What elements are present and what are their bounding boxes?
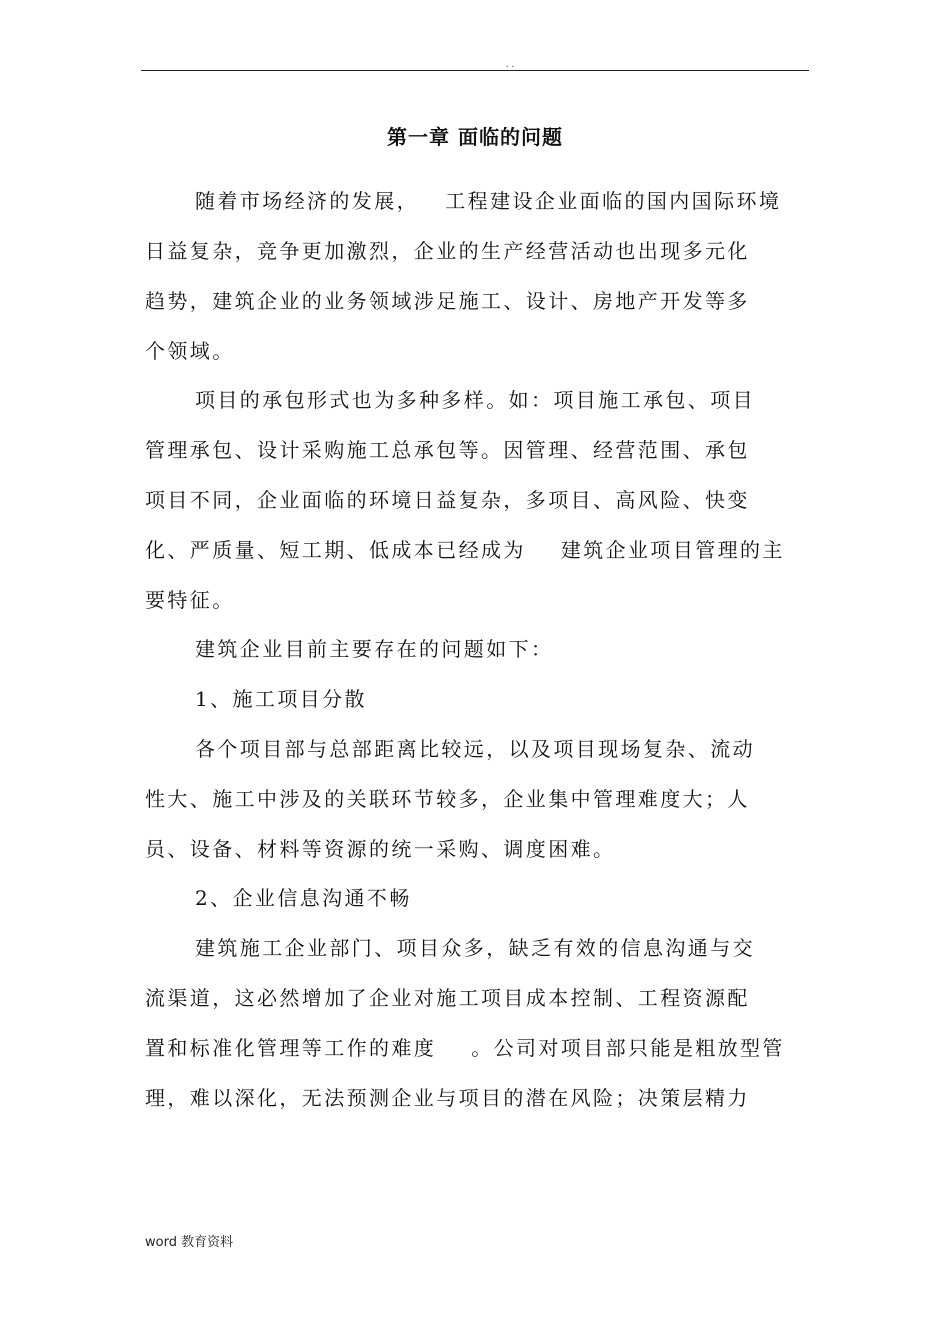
body-line: 各个项目部与总部距离比较远，以及项目现场复杂、流动 xyxy=(195,737,755,761)
body-line: 置和标准化管理等工作的难度 。公司对项目部只能是粗放型管 xyxy=(145,1036,785,1060)
body-line: 性大、施工中涉及的关联环节较多，企业集中管理难度大；人 xyxy=(145,787,750,811)
header-mark: . . xyxy=(505,60,515,70)
body-line: 随着市场经济的发展， 工程建设企业面临的国内国际环境 xyxy=(195,189,782,213)
body-line: 日益复杂，竞争更加激烈，企业的生产经营活动也出现多元化 xyxy=(145,239,750,263)
body-line: 趋势，建筑企业的业务领域涉足施工、设计、房地产开发等多 xyxy=(145,289,750,313)
body-line: 建筑施工企业部门、项目众多，缺乏有效的信息沟通与交 xyxy=(195,936,755,960)
body-line: 项目的承包形式也为多种多样。如：项目施工承包、项目 xyxy=(195,388,755,412)
section-heading: 2、企业信息沟通不畅 xyxy=(195,886,412,910)
body-line: 建筑企业目前主要存在的问题如下： xyxy=(195,637,554,661)
body-line: 项目不同，企业面临的环境日益复杂，多项目、高风险、快变 xyxy=(145,488,750,512)
body-line: 化、严质量、短工期、低成本已经成为 建筑企业项目管理的主 xyxy=(145,538,785,562)
body-line: 理，难以深化，无法预测企业与项目的潜在风险；决策层精力 xyxy=(145,1086,750,1110)
header-rule xyxy=(141,70,809,71)
section-heading: 1、施工项目分散 xyxy=(195,687,367,711)
body-line: 员、设备、材料等资源的统一采购、调度困难。 xyxy=(145,837,616,861)
chapter-title: 第一章 面临的问题 xyxy=(387,125,563,149)
body-line: 个领域。 xyxy=(145,339,235,363)
body-line: 要特征。 xyxy=(145,588,235,612)
body-line: 管理承包、设计采购施工总承包等。因管理、经营范围、承包 xyxy=(145,438,750,462)
body-line: 流渠道，这必然增加了企业对施工项目成本控制、工程资源配 xyxy=(145,986,750,1010)
footer-label: word 教育资料 xyxy=(145,1235,234,1250)
